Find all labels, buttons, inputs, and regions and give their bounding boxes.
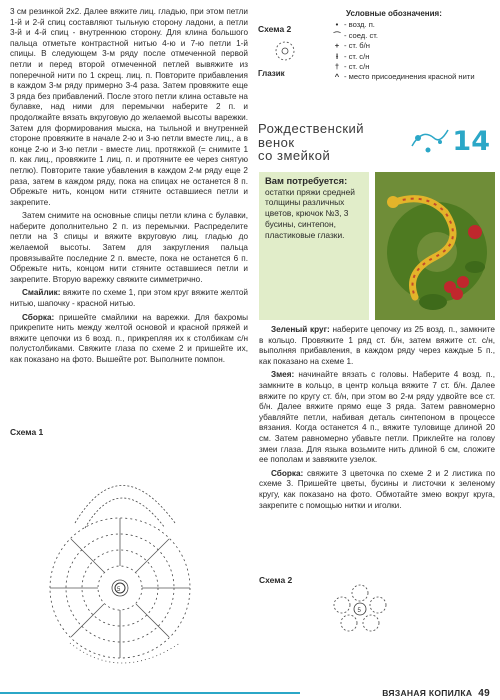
svg-text:5: 5 — [117, 587, 121, 593]
legend-title: Условные обозначения: — [346, 9, 442, 18]
paragraph-thumb: Затем снимите на основные спицы петли клина с булавки, наберите дополнительно 2 п. из перемычки. Распределите петли на 3 спицы и вяжите вкруговую лиц. гладью до желаемой высоты. Затем для закругления пальца провязывайте последние 2 п. вместе, пока не останется 6 п. Обрежьте нить, концом нити стяните оставшиеся петли и закрепите. Вторую варежку свяжите симметрично. — [10, 211, 248, 284]
left-column — [10, 7, 248, 366]
legend-symbol: ^ — [334, 72, 340, 82]
title-line: венок — [258, 134, 295, 150]
green-circle-label: Зеленый круг: — [271, 325, 330, 334]
legend-symbol: + — [334, 41, 340, 51]
wreath-assembly-text: свяжите 3 цветочка по схеме 2 и 2 листика по схеме 3. Пришейте цветы, бусины и листочки к зеленому кругу, как показано на фото. Обмотайте змею вокруг круга, закрепите с помощью нитки и иголки. — [259, 468, 495, 510]
wreath-photo — [375, 172, 495, 320]
legend-text: - соед. ст. — [344, 30, 378, 40]
paragraph-snake — [259, 370, 495, 465]
materials-text: остатки пряжи средней толщины различных цветов, крючок №3, 3 бусины, синтепон, пластиковые глазки. — [265, 186, 355, 241]
magazine-name: ВЯЗАНАЯ КОПИЛКА — [382, 688, 473, 698]
legend-item — [330, 20, 495, 30]
schema2-flower-label: Схема 2 — [259, 575, 293, 585]
eye-caption: Глазик — [258, 69, 285, 78]
article-title — [258, 122, 364, 163]
materials-title: Вам потребуется: — [265, 175, 348, 186]
assembly-text: пришейте смайлики на варежки. Для бахромы прикрепите нить между желтой основой и красной пряжей и вяжите цепочки из 6 возд. п., прикрепляя их к столбикам с/н полустолбиками. Свяжите глаза по схеме 2 и пришейте их, как показано на фото. Вышейте рот. Выполните помпон. — [10, 312, 248, 364]
schema1-label: Схема 1 — [10, 427, 44, 437]
schema1-caption — [10, 427, 43, 437]
page-number: 49 — [478, 688, 490, 699]
schema1-diagram — [40, 438, 240, 683]
snake-label: Змея: — [271, 370, 295, 380]
legend-item — [330, 52, 495, 62]
paragraph-wreath-assembly — [259, 469, 495, 511]
footer — [382, 688, 490, 699]
project-number: 14 — [452, 126, 490, 157]
legend-item — [330, 41, 495, 51]
materials-box — [259, 172, 369, 320]
paragraph-assembly — [10, 313, 248, 366]
snake-text: начинайте вязать с головы. Наберите 4 возд. п., замкните в кольцо, в центр кольца вяжите 7 ст. б/н. Далее вяжите по кругу ст. б/н, при этом во 2-м ряду удвойте все ст. б/н. Далее вяжите прямо еще 3 ряда. Затем равномерно убавляйте петли, набивая деталь синтепоном в процессе вязания. Когда останется 4 п., вяжите туловище длиной 20 см. Затем равномерно убавьте петли. Приклейте на голову змеи глаза. Для языка возьмите нить длиной 6 см, сложите ее пополам и завяжите узелок. — [259, 370, 495, 465]
eye-diagram — [265, 37, 305, 67]
schema2-flower-caption — [259, 575, 292, 585]
legend-symbol: ⌒ — [333, 30, 341, 40]
schema2-eye-label: Схема 2 — [258, 24, 292, 34]
flower-diagram — [330, 583, 390, 633]
schema2-eye-caption — [258, 24, 291, 34]
paragraph-green-circle — [259, 325, 495, 367]
green-circle-text: наберите цепочку из 25 возд. п., замкните в кольцо. Провяжите 1 ряд ст. б/н, затем вяжите ст. с/н, выполняя прибавления, в каждом ряду через каждые 5 п., как показано на схеме 1. — [259, 325, 495, 366]
article-title-block — [258, 122, 494, 166]
legend-item — [330, 31, 495, 41]
legend-symbol: † — [334, 62, 340, 72]
assembly-label: Сборка: — [22, 312, 55, 322]
legend — [330, 9, 495, 83]
legend-text: - место присоединения красной нити — [344, 72, 475, 82]
legend-text: - ст. с/н — [344, 62, 370, 72]
paragraph-mitten-body: 3 см резинкой 2х2. Далее вяжите лиц. гладью, при этом петли 1-й и 2-й спиц составляют тыльную сторону ладони, а петли 3-й и 4-й спиц - внутреннюю сторону. Для клина большого пальца отметьте контрастной нитью 4-ю и 7-ю петли 1-й спицы. В следующем 3-м ряду после отмеченной первой петли и перед второй отмеченной петлей вывяжите из поперечной нити по 1 скрещ. лиц. п. Повторите прибавления в каждом 3-м ряду примерно 3-4 раза. Затем провяжите еще 3 ряда без прибавлений. После этого петли клина оставьте на булавке, над ними для перемычки наберите 2 п. и продолжайте вязать вкруговую до желаемой высоты варежки. Затем для формирования мыска, на тыльной и внутренней стороне провяжите в начале 2-ю и 3-ю петли вместе лиц., а в конце 2-ю и 3-ю петли - вместе лиц. протяжкой (= снимите 1 п. как лиц., провяжите 1 лиц. п. и протяните ее через снятую петлю). Повторите такие убавления в каждом 2-м ряду еще 2 раза, затем в каждом ряду, пока на спицах не останется 8 п. Обрежьте нить, концом нити стяните оставшиеся петли и закрепите. — [10, 7, 248, 207]
legend-item — [330, 72, 495, 82]
right-column — [259, 325, 495, 511]
paragraph-smiley — [10, 288, 248, 309]
title-line: со змейкой — [258, 148, 331, 163]
legend-text: - ст. с/н — [344, 51, 370, 61]
ornament-icon — [410, 126, 450, 158]
svg-text:5: 5 — [357, 608, 361, 614]
smiley-text: вяжите по схеме 1, при этом круг вяжите желтой нитью, шапочку - красной нитью. — [10, 288, 248, 309]
legend-item — [330, 62, 495, 72]
title-line: Рождественский — [258, 121, 365, 136]
wreath-assembly-label: Сборка: — [271, 468, 304, 478]
legend-text: - ст. б/н — [344, 41, 370, 51]
legend-symbol: • — [335, 20, 339, 30]
legend-text: - возд. п. — [344, 20, 375, 30]
legend-symbol: ƚ — [335, 51, 339, 61]
smiley-label: Смайлик: — [22, 288, 61, 298]
